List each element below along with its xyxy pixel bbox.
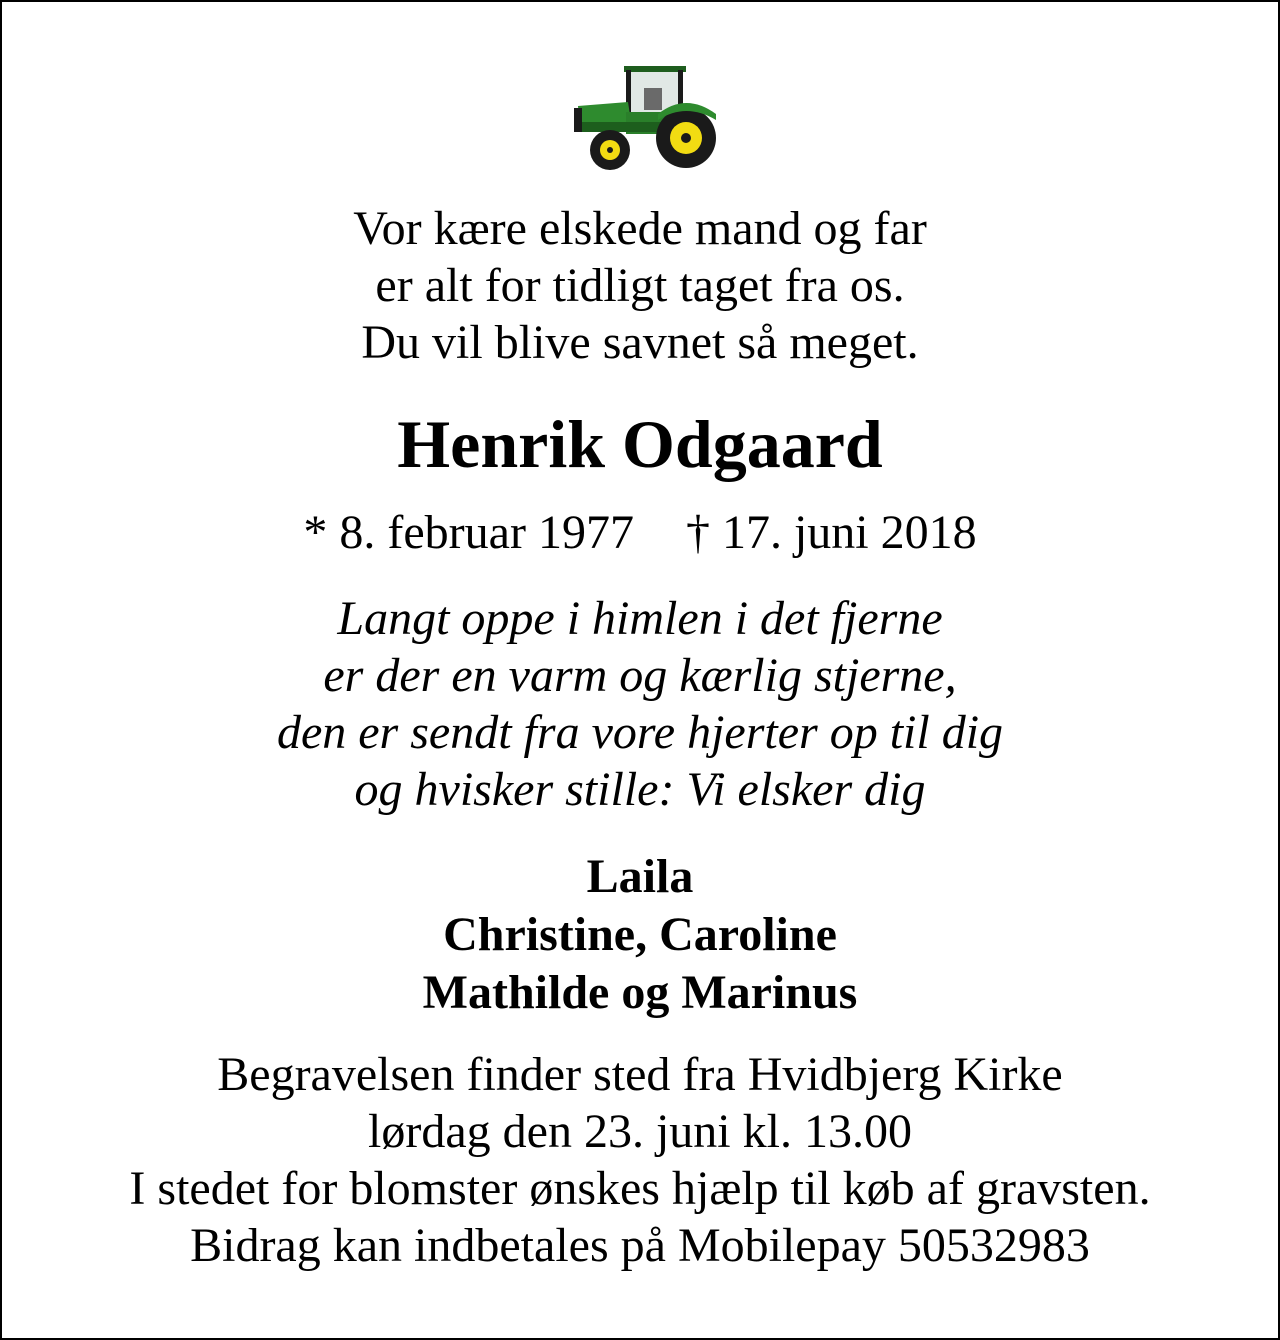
intro-line: er alt for tidligt taget fra os.	[375, 259, 905, 312]
funeral-line: I stedet for blomster ønskes hjælp til køb af gravsten.	[129, 1162, 1151, 1215]
death-date: 17. juni 2018	[721, 506, 977, 559]
family-line: Christine, Caroline	[443, 908, 837, 961]
birth-symbol: *	[303, 506, 328, 559]
memorial-poem	[2, 590, 1278, 818]
intro-text	[2, 200, 1278, 371]
family-names	[2, 848, 1278, 1022]
deceased-name: Henrik Odgaard	[397, 406, 883, 482]
funeral-line: Begravelsen finder sted fra Hvidbjerg Kirke	[217, 1048, 1063, 1101]
tractor-icon	[570, 62, 720, 174]
intro-line: Vor kære elskede mand og far	[353, 202, 927, 255]
family-line: Mathilde og Marinus	[422, 966, 858, 1019]
life-dates	[2, 504, 1278, 562]
poem-line: Langt oppe i himlen i det fjerne	[337, 592, 943, 645]
poem-line: og hvisker stille: Vi elsker dig	[354, 763, 926, 816]
family-line: Laila	[586, 850, 694, 903]
funeral-line: lørdag den 23. juni kl. 13.00	[368, 1105, 912, 1158]
poem-line: er der en varm og kærlig stjerne,	[323, 649, 957, 702]
poem-line: den er sendt fra vore hjerter op til dig	[276, 706, 1004, 759]
intro-line: Du vil blive savnet så meget.	[361, 316, 919, 369]
funeral-line: Bidrag kan indbetales på Mobilepay 50532983	[190, 1219, 1090, 1272]
birth-date: 8. februar 1977	[339, 506, 634, 559]
funeral-info	[2, 1046, 1278, 1274]
death-symbol: †	[685, 506, 710, 559]
